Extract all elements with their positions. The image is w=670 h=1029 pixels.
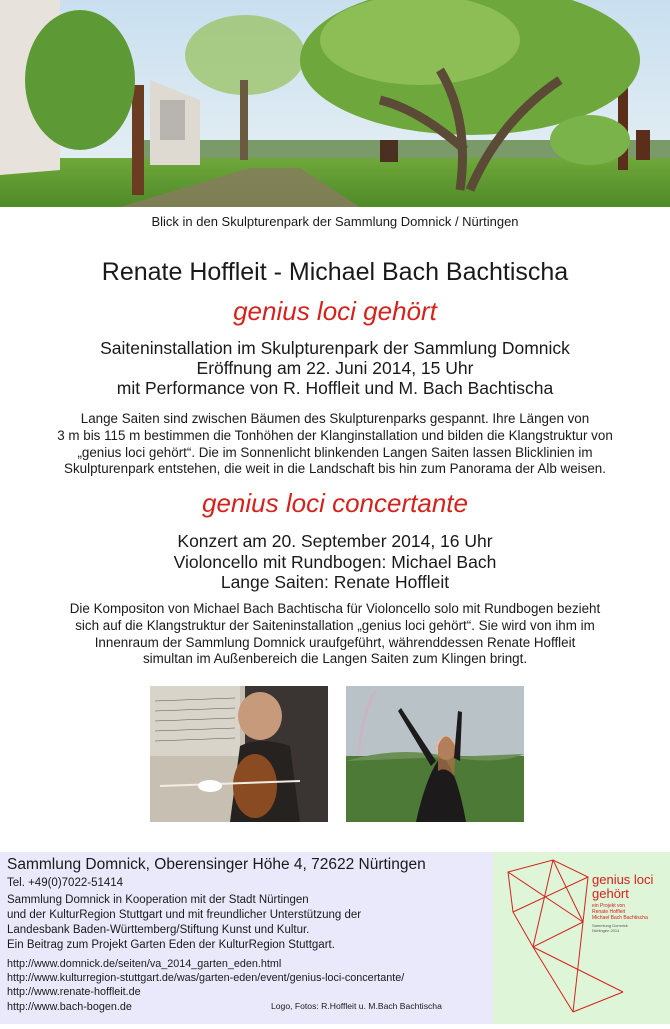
logo-title: genius loci <box>592 872 654 887</box>
photo-caption: Blick in den Skulpturenpark der Sammlung Domnick / Nürtingen <box>151 214 519 229</box>
paragraph-line: „genius loci gehört“. Die im Sonnenlicht blinkenden Langen Saiten lassen Blicklinien im <box>77 444 593 460</box>
concert-date-line: Konzert am 20. September 2014, 16 Uhr <box>177 531 493 551</box>
logo-venue <box>592 923 667 933</box>
sponsors-text <box>7 893 487 953</box>
logo-subtitle: gehört <box>592 886 629 901</box>
venue-phone: Tel. +49(0)7022-51414 <box>7 877 124 889</box>
sponsor-line: Landesbank Baden-Württemberg/Stiftung Kunst und Kultur. <box>7 924 310 936</box>
performer-photo <box>346 686 524 822</box>
section1-paragraph <box>0 411 670 478</box>
section1-heading: genius loci gehört <box>233 296 437 326</box>
link-bach-bogen[interactable]: http://www.bach-bogen.de <box>7 1000 132 1013</box>
link-kulturregion[interactable]: http://www.kulturregion-stuttgart.de/was/garten-eden/event/genius-loci-concertante/ <box>7 972 405 985</box>
logo-credit-line: Michael Bach Bachtischa <box>592 915 648 921</box>
sculpture-park-image <box>0 0 670 207</box>
venue-address: Sammlung Domnick, Oberensinger Höhe 4, 72622 Nürtingen <box>7 856 426 873</box>
paragraph-line: Skulpturenpark entstehen, die weit in die Landschaft bis hin zum Panorama der Alb weisen. <box>64 461 606 477</box>
paragraph-line: Innenraum der Sammlung Domnick uraufgeführt, währenddessen Renate Hoffleit <box>94 634 576 650</box>
section2-heading: genius loci concertante <box>202 488 468 518</box>
cello-line: Violoncello mit Rundbogen: Michael Bach <box>173 551 497 572</box>
logo-venue-line: Nürtingen 2014 <box>592 928 620 933</box>
installation-line: Saiteninstallation im Skulpturenpark der Sammlung Domnick <box>100 338 570 358</box>
sponsor-line: Ein Beitrag zum Projekt Garten Eden der KulturRegion Stuttgart. <box>7 939 335 951</box>
cellist-photo <box>150 686 328 822</box>
strings-line: Lange Saiten: Renate Hoffleit <box>220 572 450 592</box>
section2-details <box>0 531 670 593</box>
sponsor-line: und der KulturRegion Stuttgart und mit freundlicher Unterstützung der <box>7 909 362 921</box>
section1-details <box>0 338 670 398</box>
logo-text <box>592 873 667 933</box>
artists-title: Renate Hoffleit - Michael Bach Bachtischa <box>101 258 569 286</box>
sponsor-line: Sammlung Domnick in Kooperation mit der Stadt Nürtingen <box>7 894 309 906</box>
logo-credits <box>592 903 667 921</box>
paragraph-line: sich auf die Klangstruktur der Saiteninstallation „genius loci gehört“. Sie wird von ihm im <box>75 617 595 633</box>
paragraph-line: simultan im Außenbereich die Langen Saiten zum Klingen bringt. <box>142 651 528 667</box>
opening-date-line: Eröffnung am 22. Juni 2014, 15 Uhr <box>196 358 474 378</box>
logo-venue-line: Sammlung Domnick <box>592 923 628 928</box>
paragraph-line: Lange Saiten sind zwischen Bäumen des Skulpturenparks gespannt. Ihre Längen von <box>80 411 590 426</box>
photo-credit: Logo, Fotos: R.Hoffleit u. M.Bach Bachtischa <box>271 1001 442 1011</box>
section2-paragraph <box>0 601 670 668</box>
paragraph-line: 3 m bis 115 m bestimmen die Tonhöhen der Klanginstallation und bilden die Klangstruktur von <box>57 427 613 443</box>
hero-photo <box>0 0 670 207</box>
link-hoffleit[interactable]: http://www.renate-hoffleit.de <box>7 986 141 999</box>
logo-credit-line: Renate Hoffleit <box>592 909 625 915</box>
performance-line: mit Performance von R. Hoffleit und M. Bach Bachtischa <box>116 378 554 398</box>
link-domnick[interactable]: http://www.domnick.de/seiten/va_2014_garten_eden.html <box>7 958 282 970</box>
paragraph-line: Die Kompositon von Michael Bach Bachtischa für Violoncello solo mit Rundbogen bezieht <box>69 601 601 616</box>
logo-credit-line: ein Projekt von <box>592 903 626 909</box>
